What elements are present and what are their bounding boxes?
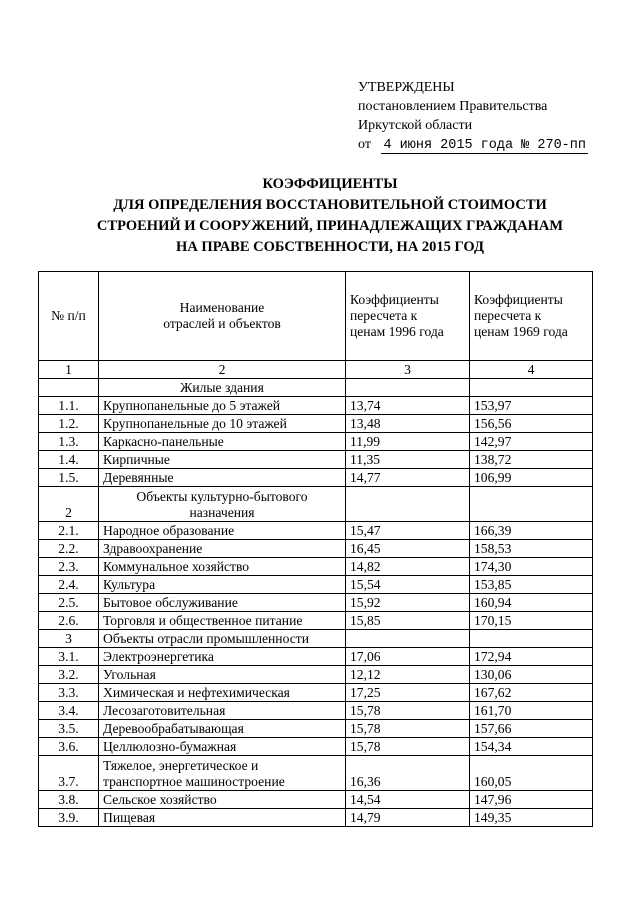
row-number: 3.7. [39,756,99,791]
coef-1969 [470,630,593,648]
table-row [39,576,593,594]
coef-1996: 15,78 [346,702,470,720]
header-coef-line: пересчета к [350,308,418,323]
approval-authority: постановлением Правительства [358,99,548,114]
coef-1969: 142,97 [470,433,593,451]
table-row [39,720,593,738]
approval-date: 4 июня 2015 года № 270-пп [383,138,586,153]
table-row [39,397,593,415]
object-name: Каркасно-панельные [99,433,346,451]
coef-1969: 149,35 [470,809,593,827]
object-name: Здравоохранение [99,540,346,558]
table-row [39,612,593,630]
coef-1969: 157,66 [470,720,593,738]
row-number: 2.5. [39,594,99,612]
title-line: НА ПРАВЕ СОБСТВЕННОСТИ, НА 2015 ГОД [176,239,484,255]
coef-1996: 14,82 [346,558,470,576]
coef-1969: 174,30 [470,558,593,576]
coef-1969: 130,06 [470,666,593,684]
row-number: 3.4. [39,702,99,720]
table-row [39,415,593,433]
section-row [39,487,593,522]
object-name [99,756,346,791]
coef-1969: 138,72 [470,451,593,469]
row-number: 3 [39,630,99,648]
row-number: 2.2. [39,540,99,558]
coef-1996: 15,85 [346,612,470,630]
coef-1969: 153,85 [470,576,593,594]
object-name: Торговля и общественное питание [99,612,346,630]
row-number: 2.1. [39,522,99,540]
coef-1996: 17,06 [346,648,470,666]
coef-1969: 166,39 [470,522,593,540]
coef-1996: 17,25 [346,684,470,702]
table-header-row [39,272,593,361]
coef-1969: 172,94 [470,648,593,666]
coef-1996: 15,78 [346,738,470,756]
coef-1996: 15,54 [346,576,470,594]
table-row [39,666,593,684]
coef-1996: 11,99 [346,433,470,451]
object-name: Угольная [99,666,346,684]
row-number: 1.4. [39,451,99,469]
table-row [39,791,593,809]
table-row [39,594,593,612]
table-row [39,558,593,576]
coef-1969 [470,379,593,397]
table-row [39,648,593,666]
header-name [99,272,346,361]
row-number: 2.4. [39,576,99,594]
coef-1969: 161,70 [470,702,593,720]
header-coef-line: Коэффициенты [474,292,563,307]
object-name: Электроэнергетика [99,648,346,666]
object-name-line: Тяжелое, энергетическое и [103,758,259,773]
header-name-line: Наименование [179,300,265,315]
object-name: Деревообрабатывающая [99,720,346,738]
object-name: Крупнопанельные до 5 этажей [99,397,346,415]
table-row [39,451,593,469]
header-coef-line: ценам 1996 года [350,324,444,339]
coef-1969: 160,94 [470,594,593,612]
title-line: СТРОЕНИЙ И СООРУЖЕНИЙ, ПРИНАДЛЕЖАЩИХ ГРАЖДАНАМ [96,218,564,234]
column-index-row [39,361,593,379]
table-row [39,809,593,827]
coef-1996: 15,78 [346,720,470,738]
document-title [60,174,600,258]
table-row [39,738,593,756]
object-name: Кирпичные [99,451,346,469]
approval-date-line [358,135,588,155]
table-row [39,756,593,791]
coef-1996: 14,77 [346,469,470,487]
approval-heading: УТВЕРЖДЕНЫ [358,80,455,95]
coef-1969: 170,15 [470,612,593,630]
coef-1996: 15,47 [346,522,470,540]
table-row [39,540,593,558]
coef-1996 [346,379,470,397]
object-name: Пищевая [99,809,346,827]
header-coef-1969 [470,272,593,361]
object-name: Деревянные [99,469,346,487]
row-number: 2.6. [39,612,99,630]
row-number: 3.9. [39,809,99,827]
object-name: Целлюлозно-бумажная [99,738,346,756]
coef-1969: 154,34 [470,738,593,756]
row-number: 2 [39,487,99,522]
row-number: 1.2. [39,415,99,433]
coef-1969: 153,97 [470,397,593,415]
row-number: 3.5. [39,720,99,738]
section-title: Жилые здания [99,379,346,397]
coef-1996: 14,54 [346,791,470,809]
index-cell: 1 [39,361,99,379]
coef-1996 [346,630,470,648]
table-row [39,684,593,702]
section-title: Объекты отрасли промышленности [99,630,346,648]
coef-1969: 147,96 [470,791,593,809]
row-number: 3.6. [39,738,99,756]
row-number: 3.3. [39,684,99,702]
section-row [39,630,593,648]
section-row [39,379,593,397]
coef-1996: 13,48 [346,415,470,433]
header-coef-1996 [346,272,470,361]
coef-1969: 167,62 [470,684,593,702]
coef-1996: 12,12 [346,666,470,684]
approval-date-prefix: от [358,137,371,152]
index-cell: 2 [99,361,346,379]
coef-1969: 106,99 [470,469,593,487]
coef-1996: 16,45 [346,540,470,558]
row-number: 3.1. [39,648,99,666]
header-num: № п/п [39,272,99,361]
object-name: Культура [99,576,346,594]
coef-1969: 160,05 [470,756,593,791]
index-cell: 3 [346,361,470,379]
object-name: Сельское хозяйство [99,791,346,809]
title-line: КОЭФФИЦИЕНТЫ [262,176,398,192]
object-name: Коммунальное хозяйство [99,558,346,576]
object-name: Крупнопанельные до 10 этажей [99,415,346,433]
section-title-line: назначения [189,505,255,520]
object-name-line: транспортное машиностроение [103,774,285,789]
header-name-line: отраслей и объектов [163,316,281,331]
row-number: 1.3. [39,433,99,451]
index-cell: 4 [470,361,593,379]
object-name: Химическая и нефтехимическая [99,684,346,702]
table-row [39,433,593,451]
table-row [39,702,593,720]
object-name: Народное образование [99,522,346,540]
row-number: 3.2. [39,666,99,684]
section-title-line: Объекты культурно-бытового [136,489,308,504]
coef-1996: 15,92 [346,594,470,612]
header-coef-line: ценам 1969 года [474,324,568,339]
coef-1969: 158,53 [470,540,593,558]
row-number: 1.1. [39,397,99,415]
object-name: Лесозаготовительная [99,702,346,720]
coef-1996: 14,79 [346,809,470,827]
coef-1996: 13,74 [346,397,470,415]
approval-block [358,78,588,155]
row-number: 2.3. [39,558,99,576]
coef-1996: 16,36 [346,756,470,791]
coef-1996 [346,487,470,522]
title-line: ДЛЯ ОПРЕДЕЛЕНИЯ ВОССТАНОВИТЕЛЬНОЙ СТОИМОСТИ [113,197,547,213]
header-coef-line: пересчета к [474,308,542,323]
header-coef-line: Коэффициенты [350,292,439,307]
approval-region: Иркутской области [358,118,473,133]
object-name: Бытовое обслуживание [99,594,346,612]
coefficients-table [38,271,593,827]
table-row [39,469,593,487]
table-row [39,522,593,540]
row-number: 3.8. [39,791,99,809]
row-number [39,379,99,397]
coef-1969: 156,56 [470,415,593,433]
section-title [99,487,346,522]
coef-1996: 11,35 [346,451,470,469]
row-number: 1.5. [39,469,99,487]
coef-1969 [470,487,593,522]
